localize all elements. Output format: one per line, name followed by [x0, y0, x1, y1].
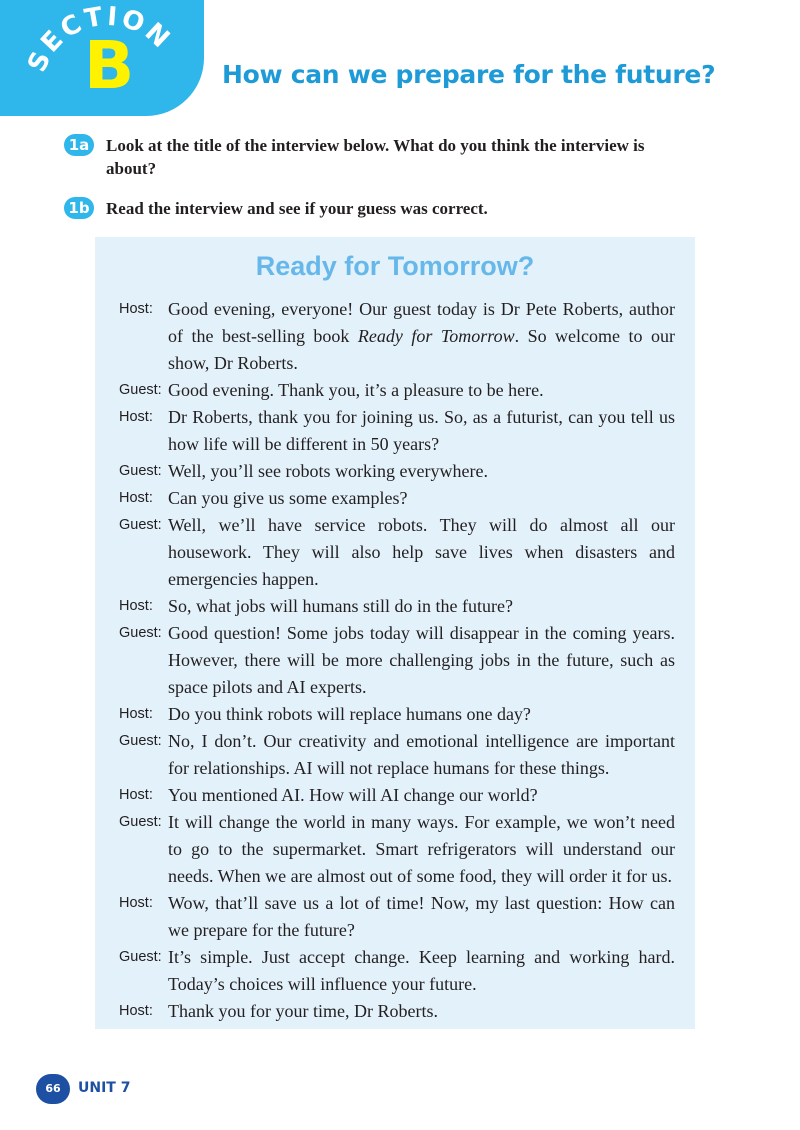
- speech-text: Wow, that’ll save us a lot of time! Now, my last question: How can we prepare for the future?: [168, 893, 675, 940]
- speech-text: Dr Roberts, thank you for joining us. So, as a futurist, can you tell us how life will be different in 50 years?: [168, 407, 675, 454]
- speaker-label: Guest:: [119, 517, 162, 533]
- task-instruction: Look at the title of the interview below. What do you think the interview is about?: [106, 136, 645, 178]
- speech-text: No, I don’t. Our creativity and emotional intelligence are important for relationships. AI will not replace humans for these things.: [168, 731, 675, 778]
- reading-box: [95, 237, 695, 1029]
- dialogue-line: [119, 728, 675, 782]
- dialogue-line: [119, 701, 675, 728]
- speaker-label: Guest:: [119, 733, 162, 749]
- speech-text: Well, you’ll see robots working everywhere.: [168, 461, 488, 481]
- speech-text: So, what jobs will humans still do in the future?: [168, 596, 513, 616]
- dialogue-line: [119, 593, 675, 620]
- dialogue-line: [119, 809, 675, 890]
- speaker-label: Host:: [119, 490, 153, 506]
- task-1b: [64, 197, 696, 220]
- speech-text: Thank you for your time, Dr Roberts.: [168, 1001, 438, 1021]
- book-title: Ready for Tomorrow: [357, 326, 515, 346]
- speaker-label: Host:: [119, 301, 153, 317]
- section-letter: B: [84, 27, 135, 104]
- page-title: How can we prepare for the future?: [222, 60, 716, 89]
- dialogue-line: [119, 998, 675, 1025]
- task-1a: [64, 134, 696, 180]
- speaker-label: Guest:: [119, 625, 162, 641]
- speaker-label: Guest:: [119, 463, 162, 479]
- speech-text: Good question! Some jobs today will disappear in the coming years. However, there will be more challenging jobs in the future, such as space pilots and AI experts.: [168, 623, 675, 697]
- speech-text: Do you think robots will replace humans one day?: [168, 704, 531, 724]
- speaker-label: Guest:: [119, 949, 162, 965]
- dialogue-line: [119, 404, 675, 458]
- dialogue-line: [119, 890, 675, 944]
- unit-label: UNIT 7: [78, 1080, 131, 1096]
- speech-text: You mentioned AI. How will AI change our world?: [168, 785, 538, 805]
- reading-title: Ready for Tomorrow?: [255, 251, 535, 281]
- speech-text: Good evening. Thank you, it’s a pleasure to be here.: [168, 380, 544, 400]
- dialogue-line: [119, 485, 675, 512]
- dialogue-line: [119, 782, 675, 809]
- speaker-label: Host:: [119, 598, 153, 614]
- section-word-text: SECTION: [22, 1, 178, 77]
- dialogue-line: [119, 458, 675, 485]
- speech-text: Good evening, everyone! Our guest today is Dr Pete Roberts, author of the best-selling book Ready for Tomorrow. So welcome to our show, Dr Roberts.: [168, 299, 675, 373]
- dialogue-line: [119, 620, 675, 701]
- speaker-label: Host:: [119, 895, 153, 911]
- speech-text: It will change the world in many ways. For example, we won’t need to go to the supermarket. Smart refrigerators will understand our needs. When we are almost out of some food, they will order it for us.: [168, 812, 675, 886]
- speech-text: Well, we’ll have service robots. They will do almost all our housework. They will also help save lives when disasters and emergencies happen.: [168, 515, 675, 589]
- speaker-label: Guest:: [119, 814, 162, 830]
- speaker-label: Guest:: [119, 382, 162, 398]
- dialogue-line: [119, 296, 675, 377]
- page-number-badge: 66: [36, 1074, 70, 1104]
- task-number-badge: 1b: [64, 197, 94, 219]
- dialogue-line: [119, 512, 675, 593]
- task-instruction: Read the interview and see if your guess was correct.: [106, 199, 488, 218]
- section-badge: [0, 0, 204, 116]
- speech-text: It’s simple. Just accept change. Keep learning and working hard. Today’s choices will influence your future.: [168, 947, 675, 994]
- interview-dialogue: [119, 296, 675, 1025]
- task-number-badge: 1a: [64, 134, 94, 156]
- speaker-label: Host:: [119, 787, 153, 803]
- speaker-label: Host:: [119, 706, 153, 722]
- speech-text: Can you give us some examples?: [168, 488, 408, 508]
- dialogue-line: [119, 377, 675, 404]
- dialogue-line: [119, 944, 675, 998]
- speaker-label: Host:: [119, 1003, 153, 1019]
- speaker-label: Host:: [119, 409, 153, 425]
